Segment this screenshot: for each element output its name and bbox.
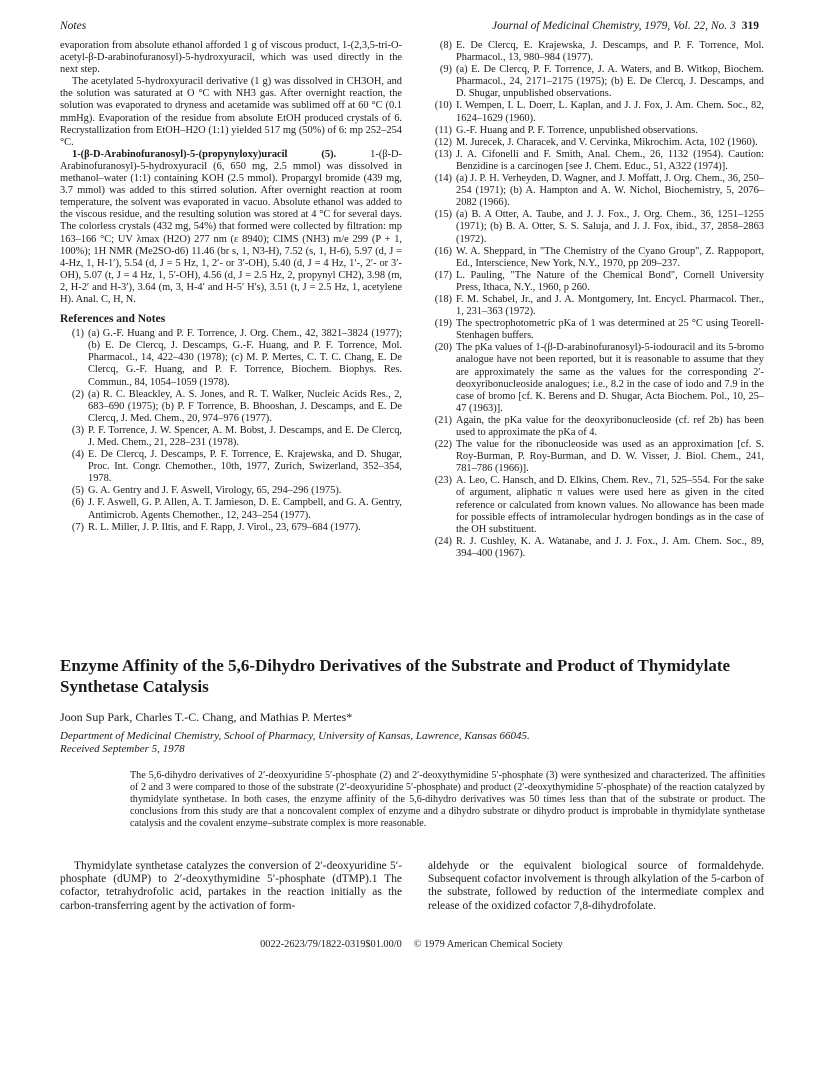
body-text-right: aldehyde or the equivalent biological source of formaldehyde. Subsequent cofactor involvement is through alkylation of the 5-carbon of the substrate, followed by reduction of the intermediate complex and release of the oxidized cofactor 7,8-dihydrofolate.: [428, 860, 764, 912]
reference-text: R. J. Cushley, K. A. Watanabe, and J. J. Fox., J. Am. Chem. Soc., 89, 394–400 (1967).: [456, 535, 764, 559]
reference-text: W. A. Sheppard, in "The Chemistry of the Cyano Group", Z. Rappoport, Ed., Interscience, New York, N.Y., 1970, pp 209–237.: [456, 245, 764, 269]
reference-number: (21): [434, 414, 452, 426]
reference-item: [428, 209, 764, 245]
reference-text: (a) B. A Otter, A. Taube, and J. J. Fox., J. Org. Chem., 36, 1251–1255 (1971); (b) B. A. Otter, S. S. Saluja, and J. J. Fox, ibid., 37, 2858–2863 (1972).: [456, 209, 764, 245]
compound-procedure: 1-(β-D-Arabinofuranosyl)-5-hydroxyuracil (6, 650 mg, 2.5 mmol) was dissolved in methanol–water (1:1) containing KOH (2.5 mmol). Propargyl bromide (439 mg, 3.7 mmol) was added to this stirred solution. After overnight reaction at room temperature, the solvent was evaporated in vacuo. Absolute ethanol was added to the viscous residue, and the resulting solution was stored at 4 °C for several days. The colorless crystals (432 mg, 54%) that formed were collected by filtration: mp 163–166 °C; UV λmax (H2O) 277 nm (ε 8940); CIMS (NH3) m/e 299 (P + 1, 100%); 1H NMR (Me2SO-d6) 11.46 (br s, 1, N3-H), 7.52 (s, 1, H-6), 5.97 (d, J = 4-Hz, 1, H-1′), 5.54 (d, J = 5 Hz, 1, 2′- or 3′-OH), 5.40 (d, J = 4 Hz, 1′-, 2′- or 3′-OH), 5.07 (t, J = 4 Hz, 1, 5′-OH), 4.56 (d, J = 2.5 Hz, 2, propynyl CH2), 3.98 (m, 2, H-2′ and H-3′), 3.64 (m, 3, H-4′ and H-5′ H's), 3.51 (t, J = 2.5 Hz, 1, acetylene H). Anal. C, H, N.: [60, 148, 402, 305]
compound-heading: 1-(β-D-Arabinofuranosyl)-5-(propynyloxy)uracil (5).: [72, 148, 337, 160]
experimental-paragraph: evaporation from absolute ethanol afforded 1 g of viscous product, 1-(2,3,5-tri-O-acetyl-β-D-arabinofuranosyl)-5-hydroxyuracil, which was used directly in the next step.: [60, 40, 402, 76]
reference-number: (4): [71, 449, 84, 461]
reference-text: R. L. Miller, J. P. Iltis, and F. Rapp, J. Virol., 23, 679–684 (1977).: [88, 521, 361, 533]
reference-item: [428, 318, 764, 342]
reference-item: [428, 64, 764, 100]
article-affiliation: [60, 730, 760, 756]
reference-text: G.-F. Huang and P. F. Torrence, unpublished observations.: [456, 124, 698, 136]
reference-item: [428, 100, 764, 124]
reference-number: (24): [434, 535, 452, 547]
running-header-section: Notes: [60, 20, 87, 32]
body-text-left: Thymidylate synthetase catalyzes the conversion of 2′-deoxyuridine 5′-phosphate (dUMP) to 2′-deoxythymidine 5′-phosphate (dTMP).1 The cofactor, tetrahydrofolic acid, partakes in the reaction initially as the carbon-transferring agent by the activation of form-: [60, 860, 402, 912]
reference-text: E. De Clercq, J. Descamps, P. F. Torrence, E. Krajewska, and D. Shugar, Proc. Int. Congr. Chemother., 10th, 1977, Zurich, Swizerland, 352–354, 1978.: [88, 449, 402, 485]
reference-item: [428, 246, 764, 270]
article-title: Enzyme Affinity of the 5,6-Dihydro Derivatives of the Substrate and Product of Thymidylate Synthetase Catalysis: [60, 656, 731, 696]
reference-number: (12): [434, 136, 452, 148]
reference-text: G. A. Gentry and J. F. Aswell, Virology, 65, 294–296 (1975).: [88, 485, 342, 497]
reference-item: [428, 294, 764, 318]
reference-number: (20): [434, 342, 452, 354]
reference-item: [60, 449, 402, 485]
reference-number: (8): [439, 40, 452, 51]
running-header-journal: [492, 20, 759, 32]
reference-number: (5): [71, 485, 84, 497]
experimental-paragraph: [60, 149, 402, 306]
experimental-paragraph: The acetylated 5-hydroxyuracil derivative (1 g) was dissolved in CH3OH, and the solution was saturated at O °C with NH3 gas. After overnight reaction, the solution was evaporated to dryness and acetamide was sublimed off at 60 °C (0.1 mmHg). Evaporation of the residue from absolute EtOH produced crystals of 6. Recrystallization from EtOH–H2O (1:1) yielded 517 mg (50%) of 6: mp 252–254 °C.: [60, 76, 402, 148]
page-footer: [0, 939, 823, 950]
reference-text: The value for the ribonucleoside was used as an approximation [cf. S. Roy-Burman, P. Roy-Burman, and D. W. Visser, J. Biol. Chem., 241, 781–786 (1966)].: [456, 439, 764, 475]
reference-text: F. M. Schabel, Jr., and J. A. Montgomery, Int. Encycl. Pharmacol. Ther., 1, 231–363 (1972).: [456, 293, 764, 318]
page-number: 319: [741, 20, 759, 32]
reference-text: The pKa values of 1-(β-D-arabinofuranosyl)-5-iodouracil and its 5-bromo analogue have not been reported, but it is reasonable to assume that they are approximately the same as the values for the corresponding 2′-deoxyribonucleoside analogues; i.e., 8.2 in the case of iodo and 7.9 in the case of bromo [cf. K. Berens and D. Shugar, Acta Biochem. Pol., 10, 25–47 (1963)].: [456, 342, 764, 414]
reference-item: [60, 485, 402, 497]
reference-item: [60, 497, 402, 521]
reference-text: L. Pauling, "The Nature of the Chemical Bond", Cornell University Press, Ithaca, N.Y., 1960, p 260.: [456, 269, 764, 293]
reference-text: Again, the pKa value for the deoxyribonucleoside (cf. ref 2b) has been used to approximate the pKa of 4.: [456, 414, 764, 438]
reference-number: (9): [439, 64, 452, 76]
reference-number: (1): [71, 328, 84, 340]
reference-item: [428, 342, 764, 415]
reference-text: J. F. Aswell, G. P. Allen, A. T. Jamieson, D. E. Campbell, and G. A. Gentry, Antimicrob. Agents Chemother., 12, 243–254 (1977).: [88, 497, 402, 521]
right-column: [428, 40, 764, 560]
reference-number: (17): [434, 269, 452, 281]
reference-number: (11): [435, 124, 452, 136]
reference-number: (14): [434, 173, 452, 185]
reference-item: [428, 40, 764, 64]
reference-text: (a) G.-F. Huang and P. F. Torrence, J. Org. Chem., 42, 3821–3824 (1977); (b) E. De Clercq, J. Descamps, G.-F. Huang, and P. F. Torrence, Mol. Pharmacol., 14, 422–430 (1978); (c) M. P. Mertes, C. T. C. Chang, E. De Clercq, G.-F. Huang, and P. F. Torrence, Biochem. Biophys. Res. Commun., 84, 1054–1059 (1978).: [88, 328, 402, 388]
reference-text: (a) R. C. Bleackley, A. S. Jones, and R. T. Walker, Nucleic Acids Res., 2, 683–690 (1975); (b) P. F Torrence, B. Bhooshan, J. Descamps, and E. De Clercq, J. Med. Chem., 20, 974–976 (1977).: [88, 388, 402, 424]
reference-item: [428, 536, 764, 560]
reference-item: [428, 173, 764, 209]
article-authors: Joon Sup Park, Charles T.-C. Chang, and Mathias P. Mertes*: [60, 710, 353, 724]
reference-number: (2): [71, 388, 84, 400]
reference-text: P. F. Torrence, J. W. Spencer, A. M. Bobst, J. Descamps, and E. De Clercq, J. Med. Chem., 21, 228–231 (1978).: [88, 424, 402, 448]
reference-item: [60, 328, 402, 388]
reference-number: (10): [434, 100, 452, 112]
article-abstract: The 5,6-dihydro derivatives of 2′-deoxyuridine 5′-phosphate (2) and 2′-deoxythymidine 5′-phosphate (3) were synthesized and characterized. The affinities of 2 and 3 were compared to those of the substrate (2′-deoxyuridine 5′-phosphate) and product (2′-deoxythymidine 5′-phosphate) of the reaction catalyzed by thymidylate synthetase. In both cases, the enzyme affinity of the 5,6-dihydro derivatives was 50 times less than that of the substrate or product. The conclusions from this study are that a noncovalent complex of enzyme and a dihydro substrate or dihydro product is improbable in thymidylate synthetase catalysis and the covalent enzyme–substrate complex is more reasonable.: [130, 770, 765, 829]
article-code: 0022-2623/79/1822-0319$01.00/0: [260, 939, 402, 950]
left-column: [60, 40, 402, 534]
reference-number: (6): [71, 497, 84, 509]
reference-text: The spectrophotometric pKa of 1 was determined at 25 °C using Teorell-Stenhagen buffers.: [456, 318, 764, 342]
reference-number: (7): [71, 521, 84, 533]
reference-text: J. A. Cifonelli and F. Smith, Anal. Chem., 26, 1132 (1954). Caution: Benzidine is a carcinogen [see J. Chem. Educ., 51, A322 (1974)].: [456, 148, 764, 172]
references-heading: References and Notes: [60, 313, 166, 326]
reference-number: (22): [434, 439, 452, 451]
reference-text: M. Jurecek, J. Characek, and V. Cervinka, Mikrochim. Acta, 102 (1960).: [456, 136, 758, 148]
reference-list: [428, 40, 764, 560]
reference-text: (a) E. De Clercq, P. F. Torrence, J. A. Waters, and B. Witkop, Biochem. Pharmacol., 24, 2171–2175 (1975); (b) E. De Clercq, J. Descamps, and D. Shugar, unpublished observations.: [456, 64, 764, 100]
copyright-notice: © 1979 American Chemical Society: [413, 939, 563, 950]
reference-item: [60, 522, 402, 534]
reference-item: [428, 137, 764, 149]
reference-number: (18): [434, 293, 452, 305]
affiliation-line: Department of Medicinal Chemistry, School of Pharmacy, University of Kansas, Lawrence, Kansas 66045.: [60, 730, 530, 742]
reference-item: [428, 125, 764, 137]
reference-item: [428, 439, 764, 475]
reference-item: [428, 149, 764, 173]
reference-number: (13): [434, 148, 452, 160]
reference-number: (3): [71, 424, 84, 436]
reference-item: [60, 425, 402, 449]
received-date: Received September 5, 1978: [60, 743, 185, 755]
reference-number: (15): [434, 209, 452, 221]
reference-list: [60, 328, 402, 534]
reference-number: (16): [434, 245, 452, 257]
reference-text: A. Leo, C. Hansch, and D. Elkins, Chem. Rev., 71, 525–554. For the sake of argument, aliphatic π values were used here as given in the cited reference or calculated from known values. No allowance has been made for possible effects of intramolecular hydrogen bondings as in the case of the OH substituent.: [456, 475, 764, 535]
reference-item: [428, 475, 764, 535]
reference-item: [60, 389, 402, 425]
journal-citation: Journal of Medicinal Chemistry, 1979, Vol. 22, No. 3: [492, 20, 736, 32]
reference-item: [428, 270, 764, 294]
reference-number: (19): [434, 318, 452, 330]
reference-text: E. De Clercq, E. Krajewska, J. Descamps, and P. F. Torrence, Mol. Pharmacol., 13, 980–984 (1977).: [456, 40, 764, 64]
reference-item: [428, 415, 764, 439]
reference-number: (23): [434, 475, 452, 487]
reference-text: (a) J. P. H. Verheyden, D. Wagner, and J. Moffatt, J. Org. Chem., 36, 250–254 (1971); (b) A. Hampton and A. W. Nichol, Biochemistry, 5, 2076–2082 (1966).: [456, 173, 764, 209]
reference-text: I. Wempen, I. L. Doerr, L. Kaplan, and J. J. Fox, J. Am. Chem. Soc., 82, 1624–1629 (1960).: [456, 100, 764, 124]
